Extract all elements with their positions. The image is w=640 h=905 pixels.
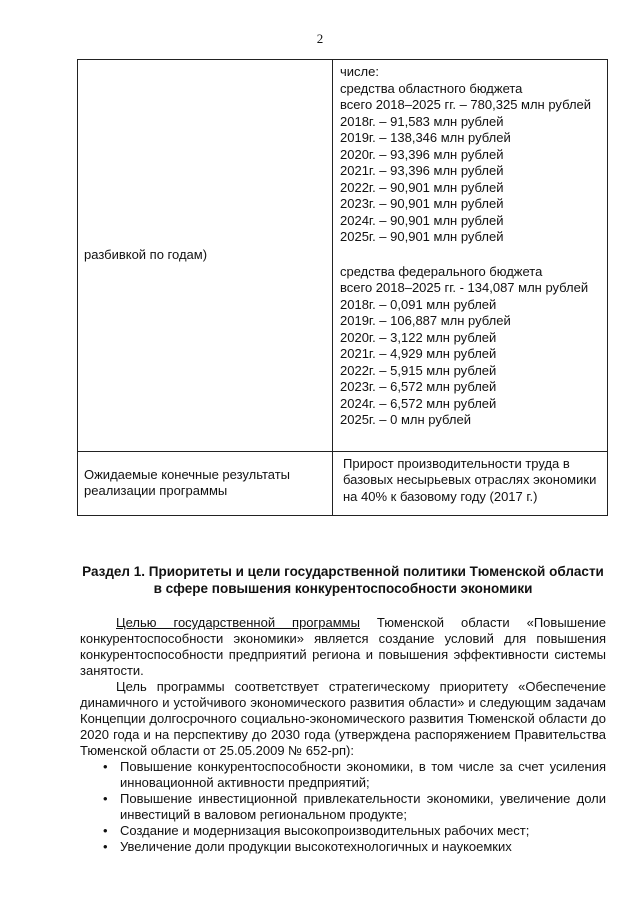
bullet-icon: •: [103, 823, 108, 838]
section-1: [80, 563, 606, 855]
funding-label: разбивкой по годам): [84, 247, 208, 262]
tasks-list: [80, 759, 606, 855]
regional-line: 2025г. – 90,901 млн рублей: [340, 229, 504, 244]
regional-line: 2022г. – 90,901 млн рублей: [340, 179, 504, 195]
goal-text: Тюменской области «Повышение конкурентоспособности экономики» является создание условий для повышения конкурентоспособности предприятий региона и повышения эффективности системы занятости.: [80, 615, 606, 678]
page-number: 2: [316, 31, 324, 46]
section-heading: Раздел 1. Приоритеты и цели государственной политики Тюменской области в сфере повышения конкурентоспособности экономики: [82, 564, 604, 596]
paragraph-goal: [80, 615, 606, 679]
results-label-cell: [78, 451, 333, 516]
list-item: [80, 759, 606, 791]
federal-line: средства федерального бюджета: [340, 263, 543, 279]
funding-values-cell: [333, 60, 608, 452]
federal-line: 2020г. – 3,122 млн рублей: [340, 329, 497, 345]
federal-line: 2022г. – 5,915 млн рублей: [340, 362, 497, 378]
program-passport-table: [77, 59, 608, 516]
regional-line: 2020г. – 93,396 млн рублей: [340, 146, 504, 162]
regional-line: 2018г. – 91,583 млн рублей: [340, 113, 504, 129]
results-label: Ожидаемые конечные результаты реализации программы: [84, 466, 291, 499]
list-item: [80, 823, 606, 839]
regional-line: 2024г. – 90,901 млн рублей: [340, 212, 504, 228]
regional-line: 2023г. – 90,901 млн рублей: [340, 196, 504, 211]
regional-line: 2021г. – 93,396 млн рублей: [340, 163, 504, 178]
bullet-icon: •: [103, 839, 108, 854]
table-row-funding: [78, 60, 608, 452]
list-item: [80, 791, 606, 823]
federal-line: 2019г. – 106,887 млн рублей: [340, 313, 511, 328]
list-item-text: Повышение конкурентоспособности экономики, в том числе за счет усиления инновационной активности предприятий;: [120, 759, 606, 790]
regional-line: 2019г. – 138,346 млн рублей: [340, 130, 511, 145]
bullet-icon: •: [103, 759, 108, 774]
results-value-cell: [333, 451, 608, 516]
federal-line: 2018г. – 0,091 млн рублей: [340, 296, 497, 312]
paragraph-priority: Цель программы соответствует стратегическому приоритету «Обеспечение динамичного и устойчивого экономического развития области» и следующим задачам Концепции долгосрочного социально-экономического развития Тюменской области до 2020 года и на перспективу до 2030 года (утверждена распоряжением Правительства Тюменской области от 25.05.2009 № 652-рп):: [80, 679, 606, 758]
goal-underlined-text: Целью государственной программы: [116, 615, 360, 630]
regional-line: числе:: [340, 64, 379, 79]
list-item-text: Создание и модернизация высокопроизводительных рабочих мест;: [120, 823, 530, 838]
funding-label-cell: [78, 60, 333, 452]
bullet-icon: •: [103, 791, 108, 806]
regional-budget-block: [340, 64, 601, 246]
federal-line: 2025г. – 0 млн рублей: [340, 412, 471, 427]
list-item: [80, 839, 606, 855]
list-item-text: Повышение инвестиционной привлекательности экономики, увеличение доли инвестиций в валовом региональном продукте;: [120, 791, 606, 822]
federal-line: 2023г. – 6,572 млн рублей: [340, 379, 497, 394]
federal-line: всего 2018–2025 гг. - 134,087 млн рублей: [340, 280, 589, 295]
regional-line: средства областного бюджета: [340, 80, 523, 96]
results-value: Прирост производительности труда в базовых несырьевых отраслях экономики на 40% к базовому году (2017 г.): [343, 455, 597, 504]
list-item-text: Увеличение доли продукции высокотехнологичных и наукоемких: [120, 839, 512, 854]
federal-budget-block: [340, 264, 601, 429]
table-row-results: [78, 451, 608, 516]
federal-line: 2021г. – 4,929 млн рублей: [340, 346, 497, 361]
regional-line: всего 2018–2025 гг. – 780,325 млн рублей: [340, 97, 592, 112]
federal-line: 2024г. – 6,572 млн рублей: [340, 395, 497, 411]
